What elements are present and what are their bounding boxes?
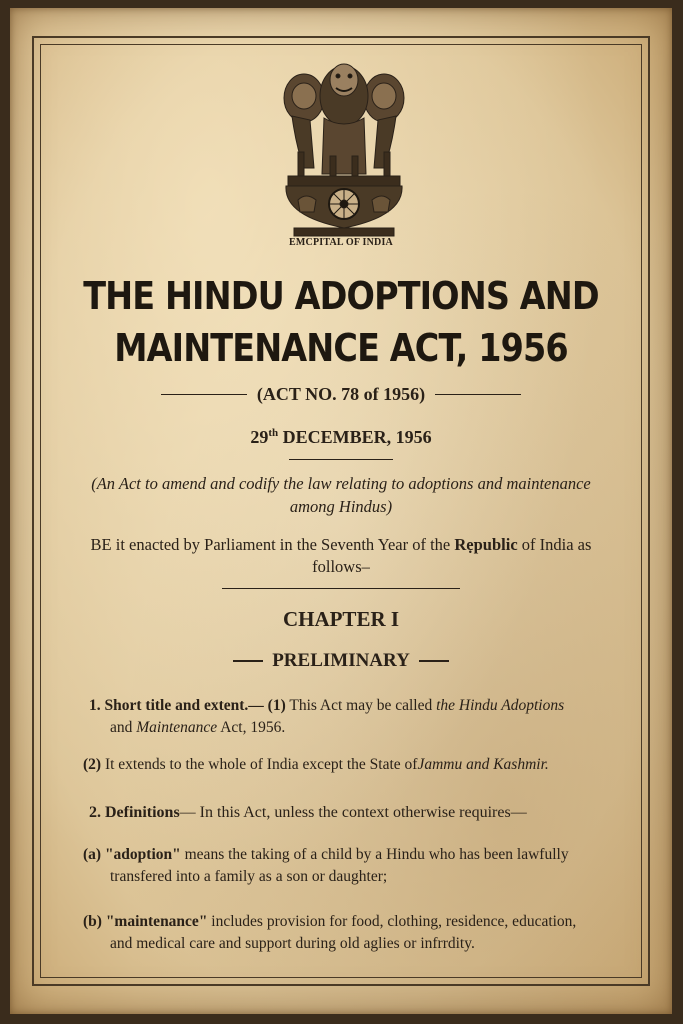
enacted-before: BE it enacted by Parliament in the Seventh Year of the (90, 535, 455, 554)
title-line-2: MAINTENANCE ACT, 1956 (114, 326, 568, 370)
clause-text-2: transfered into a family as a son or daughter; (110, 868, 388, 885)
act-number: (ACT NO. 78 of 1956) (256, 384, 426, 404)
chapter-heading: CHAPTER I (282, 607, 400, 631)
clause-a (83, 844, 643, 888)
enacted-after: of India as follows– (312, 535, 592, 576)
date-day: 29 (250, 427, 269, 447)
subheading-dash-right (419, 660, 449, 662)
section-text-2: and (110, 719, 137, 736)
section-1 (89, 695, 629, 739)
title-line-1: THE HINDU ADOPTIONS AND (83, 274, 599, 318)
section-2 (89, 802, 629, 824)
section-text: — In this Act, unless the context otherwise requires— (179, 804, 527, 821)
section-heading: Short title and extent. (104, 697, 249, 714)
clause-term: "maintenance" (105, 913, 208, 930)
divider-short (289, 459, 393, 460)
act-number-rule-right (435, 394, 521, 395)
subsection-label: (2) (83, 756, 102, 773)
clause-b (83, 911, 643, 955)
emblem-caption: EMCPITAL OF INDIA (289, 237, 393, 248)
clause-text: includes provision for food, clothing, residence, education, (207, 913, 577, 930)
subheading: PRELIMINARY (272, 650, 410, 671)
section-number: 2. (89, 804, 101, 821)
section-dash: — (1) (248, 697, 286, 714)
subsection-italic: Jammu and Kashmir. (417, 756, 549, 773)
document-page (10, 8, 672, 1014)
section-text: This Act may be called (285, 697, 437, 714)
divider-long (222, 588, 460, 589)
section-text-3: Act, 1956. (217, 719, 286, 736)
page-title (50, 270, 633, 374)
section-1-2 (83, 754, 643, 776)
clause-label: (b) (83, 913, 102, 930)
clause-term: "adoption" (104, 846, 181, 863)
section-number: 1. (89, 697, 101, 714)
act-number-rule-left (161, 394, 247, 395)
lion-capital-emblem-icon (280, 56, 408, 242)
date-rest: DECEMBER, 1956 (278, 427, 432, 447)
subheading-row (10, 650, 672, 672)
subsection-text: It extends to the whole of India except the State of (101, 756, 418, 773)
enacting-clause (68, 534, 614, 578)
preamble: (An Act to amend and codify the law relating to adoptions and maintenance among Hindus) (91, 474, 591, 516)
section-italic-2: Maintenance (136, 719, 218, 736)
clause-text: means the taking of a child by a Hindu who has been lawfully (180, 846, 569, 863)
clause-label: (a) (83, 846, 102, 863)
section-italic: the Hindu Adoptions (436, 697, 565, 714)
act-number-row (10, 384, 672, 405)
clause-text-2: and medical care and support during old aglies or infrrdity. (110, 935, 475, 952)
date-suffix: th (268, 427, 279, 439)
enacted-bold: Rẹpublic (454, 535, 518, 554)
section-heading: Definitions (105, 804, 180, 821)
subheading-dash-left (233, 660, 263, 662)
act-date (10, 427, 672, 448)
